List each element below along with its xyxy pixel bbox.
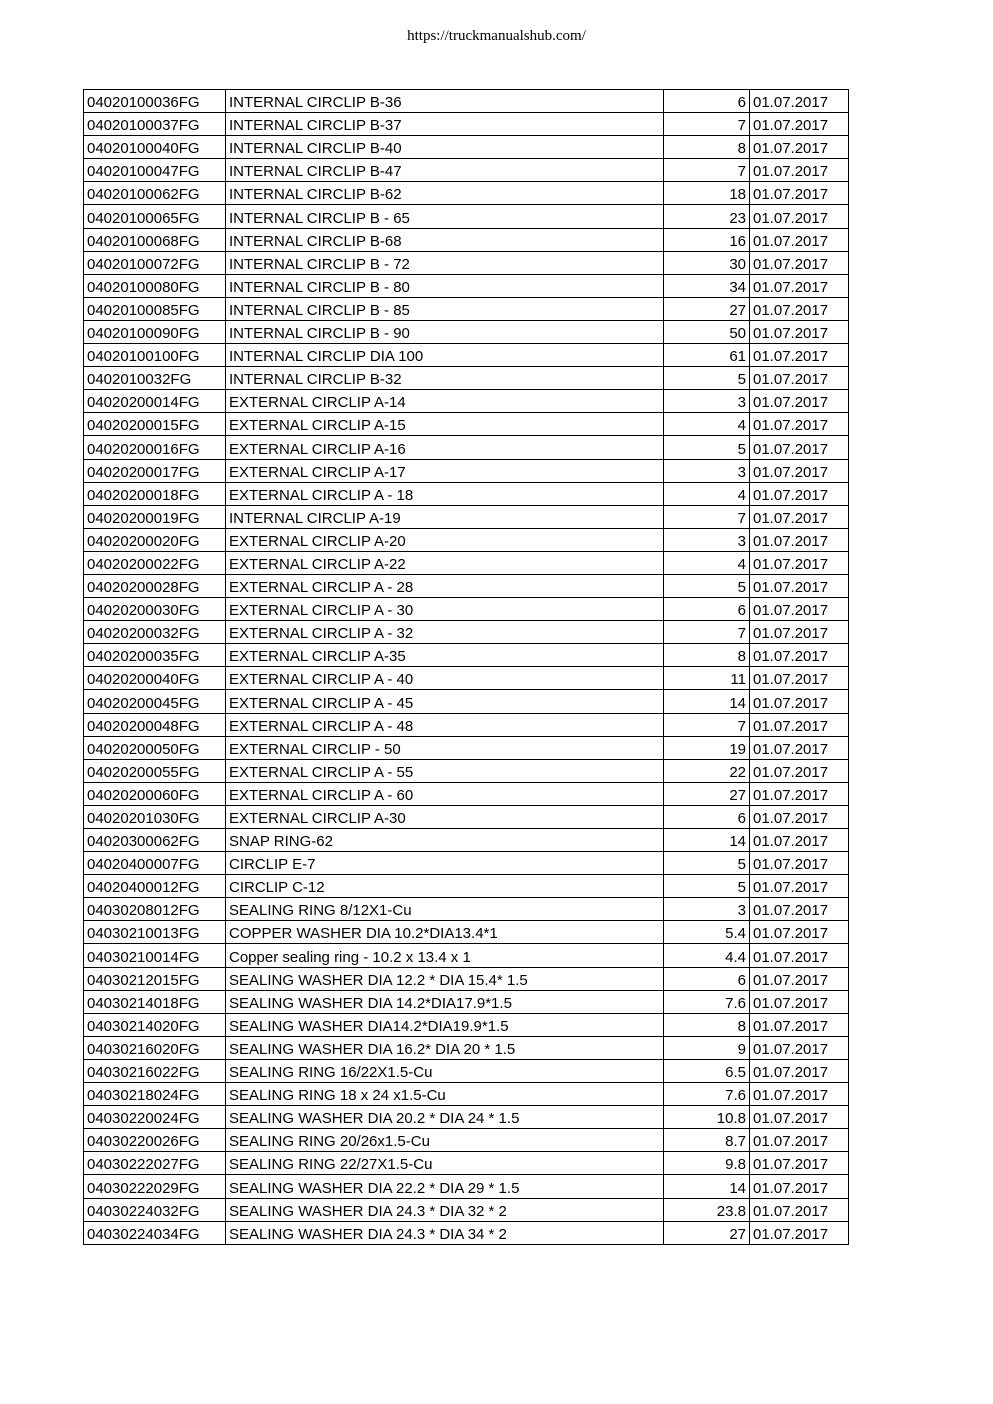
part-code-cell: 04020100036FG — [84, 90, 226, 113]
part-code-cell: 04030222027FG — [84, 1152, 226, 1175]
table-row — [84, 829, 849, 852]
date-cell: 01.07.2017 — [750, 875, 849, 898]
part-code-cell: 04030212015FG — [84, 967, 226, 990]
part-code-cell: 04020100062FG — [84, 182, 226, 205]
description-cell: SEALING WASHER DIA 24.3 * DIA 32 * 2 — [226, 1198, 664, 1221]
part-code-cell: 04020100085FG — [84, 297, 226, 320]
part-code-cell: 04020200055FG — [84, 759, 226, 782]
description-cell: INTERNAL CIRCLIP B - 72 — [226, 251, 664, 274]
date-cell: 01.07.2017 — [750, 551, 849, 574]
table-row — [84, 136, 849, 159]
table-row — [84, 1221, 849, 1244]
date-cell: 01.07.2017 — [750, 829, 849, 852]
part-code-cell: 04030208012FG — [84, 898, 226, 921]
table-row — [84, 852, 849, 875]
date-cell: 01.07.2017 — [750, 598, 849, 621]
part-code-cell: 04020200015FG — [84, 413, 226, 436]
table-row — [84, 297, 849, 320]
table-row — [84, 390, 849, 413]
table-row — [84, 598, 849, 621]
part-code-cell: 04030220026FG — [84, 1129, 226, 1152]
date-cell: 01.07.2017 — [750, 251, 849, 274]
description-cell: EXTERNAL CIRCLIP A - 32 — [226, 621, 664, 644]
part-code-cell: 0402010032FG — [84, 367, 226, 390]
description-cell: EXTERNAL CIRCLIP A - 60 — [226, 782, 664, 805]
part-code-cell: 04020200040FG — [84, 667, 226, 690]
description-cell: EXTERNAL CIRCLIP A-15 — [226, 413, 664, 436]
table-row — [84, 413, 849, 436]
table-row — [84, 875, 849, 898]
quantity-cell: 4 — [664, 482, 750, 505]
description-cell: CIRCLIP E-7 — [226, 852, 664, 875]
part-code-cell: 04020100065FG — [84, 205, 226, 228]
table-row — [84, 1106, 849, 1129]
date-cell: 01.07.2017 — [750, 274, 849, 297]
table-row — [84, 759, 849, 782]
table-row — [84, 621, 849, 644]
description-cell: EXTERNAL CIRCLIP A-14 — [226, 390, 664, 413]
description-cell: SEALING WASHER DIA 16.2* DIA 20 * 1.5 — [226, 1036, 664, 1059]
part-code-cell: 04020200014FG — [84, 390, 226, 413]
description-cell: SEALING WASHER DIA14.2*DIA19.9*1.5 — [226, 1013, 664, 1036]
date-cell: 01.07.2017 — [750, 1013, 849, 1036]
description-cell: INTERNAL CIRCLIP B-62 — [226, 182, 664, 205]
part-code-cell: 04020300062FG — [84, 829, 226, 852]
quantity-cell: 23.8 — [664, 1198, 750, 1221]
description-cell: SEALING WASHER DIA 22.2 * DIA 29 * 1.5 — [226, 1175, 664, 1198]
description-cell: SEALING WASHER DIA 20.2 * DIA 24 * 1.5 — [226, 1106, 664, 1129]
part-code-cell: 04020100037FG — [84, 113, 226, 136]
quantity-cell: 14 — [664, 1175, 750, 1198]
date-cell: 01.07.2017 — [750, 297, 849, 320]
table-row — [84, 505, 849, 528]
date-cell: 01.07.2017 — [750, 344, 849, 367]
table-row — [84, 667, 849, 690]
quantity-cell: 34 — [664, 274, 750, 297]
table-row — [84, 113, 849, 136]
description-cell: INTERNAL CIRCLIP B - 65 — [226, 205, 664, 228]
description-cell: EXTERNAL CIRCLIP A-20 — [226, 528, 664, 551]
table-row — [84, 159, 849, 182]
table-row — [84, 344, 849, 367]
quantity-cell: 4 — [664, 551, 750, 574]
description-cell: SEALING WASHER DIA 14.2*DIA17.9*1.5 — [226, 990, 664, 1013]
table-row — [84, 528, 849, 551]
description-cell: EXTERNAL CIRCLIP - 50 — [226, 736, 664, 759]
quantity-cell: 7 — [664, 505, 750, 528]
quantity-cell: 7.6 — [664, 990, 750, 1013]
description-cell: COPPER WASHER DIA 10.2*DIA13.4*1 — [226, 921, 664, 944]
table-row — [84, 274, 849, 297]
date-cell: 01.07.2017 — [750, 921, 849, 944]
date-cell: 01.07.2017 — [750, 898, 849, 921]
table-row — [84, 1059, 849, 1082]
parts-table — [83, 89, 849, 1245]
description-cell: EXTERNAL CIRCLIP A-30 — [226, 805, 664, 828]
date-cell: 01.07.2017 — [750, 505, 849, 528]
description-cell: SEALING RING 18 x 24 x1.5-Cu — [226, 1083, 664, 1106]
description-cell: SNAP RING-62 — [226, 829, 664, 852]
description-cell: INTERNAL CIRCLIP B - 80 — [226, 274, 664, 297]
date-cell: 01.07.2017 — [750, 436, 849, 459]
table-row — [84, 1013, 849, 1036]
date-cell: 01.07.2017 — [750, 574, 849, 597]
table-row — [84, 990, 849, 1013]
part-code-cell: 04030216020FG — [84, 1036, 226, 1059]
table-row — [84, 205, 849, 228]
part-code-cell: 04020200035FG — [84, 644, 226, 667]
part-code-cell: 04020100080FG — [84, 274, 226, 297]
quantity-cell: 5 — [664, 574, 750, 597]
part-code-cell: 04030216022FG — [84, 1059, 226, 1082]
table-row — [84, 967, 849, 990]
date-cell: 01.07.2017 — [750, 967, 849, 990]
quantity-cell: 14 — [664, 829, 750, 852]
description-cell: EXTERNAL CIRCLIP A-35 — [226, 644, 664, 667]
date-cell: 01.07.2017 — [750, 113, 849, 136]
part-code-cell: 04020400012FG — [84, 875, 226, 898]
description-cell: SEALING WASHER DIA 24.3 * DIA 34 * 2 — [226, 1221, 664, 1244]
part-code-cell: 04020200030FG — [84, 598, 226, 621]
description-cell: INTERNAL CIRCLIP B-37 — [226, 113, 664, 136]
quantity-cell: 6.5 — [664, 1059, 750, 1082]
date-cell: 01.07.2017 — [750, 413, 849, 436]
date-cell: 01.07.2017 — [750, 1221, 849, 1244]
table-row — [84, 944, 849, 967]
date-cell: 01.07.2017 — [750, 320, 849, 343]
table-row — [84, 320, 849, 343]
part-code-cell: 04020200048FG — [84, 713, 226, 736]
description-cell: EXTERNAL CIRCLIP A-16 — [226, 436, 664, 459]
description-cell: EXTERNAL CIRCLIP A - 55 — [226, 759, 664, 782]
quantity-cell: 3 — [664, 528, 750, 551]
description-cell: SEALING RING 8/12X1-Cu — [226, 898, 664, 921]
table-row — [84, 690, 849, 713]
table-row — [84, 1175, 849, 1198]
description-cell: EXTERNAL CIRCLIP A - 28 — [226, 574, 664, 597]
description-cell: INTERNAL CIRCLIP B - 90 — [226, 320, 664, 343]
quantity-cell: 7.6 — [664, 1083, 750, 1106]
quantity-cell: 5.4 — [664, 921, 750, 944]
quantity-cell: 50 — [664, 320, 750, 343]
table-row — [84, 782, 849, 805]
description-cell: EXTERNAL CIRCLIP A - 30 — [226, 598, 664, 621]
part-code-cell: 04020200020FG — [84, 528, 226, 551]
description-cell: EXTERNAL CIRCLIP A-22 — [226, 551, 664, 574]
description-cell: INTERNAL CIRCLIP A-19 — [226, 505, 664, 528]
quantity-cell: 8.7 — [664, 1129, 750, 1152]
date-cell: 01.07.2017 — [750, 621, 849, 644]
table-row — [84, 1198, 849, 1221]
date-cell: 01.07.2017 — [750, 667, 849, 690]
quantity-cell: 7 — [664, 159, 750, 182]
table-row — [84, 736, 849, 759]
part-code-cell: 04020200019FG — [84, 505, 226, 528]
description-cell: SEALING RING 20/26x1.5-Cu — [226, 1129, 664, 1152]
quantity-cell: 22 — [664, 759, 750, 782]
date-cell: 01.07.2017 — [750, 805, 849, 828]
quantity-cell: 30 — [664, 251, 750, 274]
quantity-cell: 61 — [664, 344, 750, 367]
part-code-cell: 04030210013FG — [84, 921, 226, 944]
part-code-cell: 04020200032FG — [84, 621, 226, 644]
quantity-cell: 6 — [664, 967, 750, 990]
date-cell: 01.07.2017 — [750, 367, 849, 390]
part-code-cell: 04020200017FG — [84, 459, 226, 482]
quantity-cell: 8 — [664, 136, 750, 159]
quantity-cell: 9.8 — [664, 1152, 750, 1175]
description-cell: INTERNAL CIRCLIP B-47 — [226, 159, 664, 182]
part-code-cell: 04030220024FG — [84, 1106, 226, 1129]
table-row — [84, 367, 849, 390]
part-code-cell: 04020100072FG — [84, 251, 226, 274]
date-cell: 01.07.2017 — [750, 205, 849, 228]
part-code-cell: 04030224034FG — [84, 1221, 226, 1244]
date-cell: 01.07.2017 — [750, 1129, 849, 1152]
table-row — [84, 921, 849, 944]
date-cell: 01.07.2017 — [750, 1059, 849, 1082]
part-code-cell: 04020100068FG — [84, 228, 226, 251]
quantity-cell: 14 — [664, 690, 750, 713]
date-cell: 01.07.2017 — [750, 713, 849, 736]
table-row — [84, 182, 849, 205]
quantity-cell: 6 — [664, 90, 750, 113]
table-row — [84, 1129, 849, 1152]
part-code-cell: 04020200016FG — [84, 436, 226, 459]
quantity-cell: 27 — [664, 297, 750, 320]
part-code-cell: 04020100040FG — [84, 136, 226, 159]
date-cell: 01.07.2017 — [750, 782, 849, 805]
part-code-cell: 04020100090FG — [84, 320, 226, 343]
quantity-cell: 4.4 — [664, 944, 750, 967]
date-cell: 01.07.2017 — [750, 136, 849, 159]
quantity-cell: 5 — [664, 367, 750, 390]
description-cell: INTERNAL CIRCLIP B-32 — [226, 367, 664, 390]
description-cell: EXTERNAL CIRCLIP A - 40 — [226, 667, 664, 690]
date-cell: 01.07.2017 — [750, 990, 849, 1013]
quantity-cell: 6 — [664, 598, 750, 621]
quantity-cell: 6 — [664, 805, 750, 828]
date-cell: 01.07.2017 — [750, 1036, 849, 1059]
date-cell: 01.07.2017 — [750, 690, 849, 713]
part-code-cell: 04020100100FG — [84, 344, 226, 367]
date-cell: 01.07.2017 — [750, 1175, 849, 1198]
date-cell: 01.07.2017 — [750, 736, 849, 759]
description-cell: SEALING WASHER DIA 12.2 * DIA 15.4* 1.5 — [226, 967, 664, 990]
table-row — [84, 436, 849, 459]
part-code-cell: 04020200022FG — [84, 551, 226, 574]
table-row — [84, 805, 849, 828]
date-cell: 01.07.2017 — [750, 528, 849, 551]
part-code-cell: 04020100047FG — [84, 159, 226, 182]
table-row — [84, 1152, 849, 1175]
parts-table-body — [84, 90, 849, 1245]
part-code-cell: 04030218024FG — [84, 1083, 226, 1106]
part-code-cell: 04020200018FG — [84, 482, 226, 505]
table-row — [84, 251, 849, 274]
description-cell: EXTERNAL CIRCLIP A - 18 — [226, 482, 664, 505]
quantity-cell: 23 — [664, 205, 750, 228]
date-cell: 01.07.2017 — [750, 944, 849, 967]
header-url[interactable]: https://truckmanualshub.com/ — [407, 28, 586, 44]
description-cell: INTERNAL CIRCLIP DIA 100 — [226, 344, 664, 367]
description-cell: EXTERNAL CIRCLIP A-17 — [226, 459, 664, 482]
part-code-cell: 04020200060FG — [84, 782, 226, 805]
part-code-cell: 04020200050FG — [84, 736, 226, 759]
date-cell: 01.07.2017 — [750, 644, 849, 667]
table-row — [84, 228, 849, 251]
table-row — [84, 90, 849, 113]
description-cell: INTERNAL CIRCLIP B-36 — [226, 90, 664, 113]
quantity-cell: 27 — [664, 782, 750, 805]
date-cell: 01.07.2017 — [750, 759, 849, 782]
date-cell: 01.07.2017 — [750, 90, 849, 113]
part-code-cell: 04030222029FG — [84, 1175, 226, 1198]
date-cell: 01.07.2017 — [750, 182, 849, 205]
table-row — [84, 713, 849, 736]
quantity-cell: 19 — [664, 736, 750, 759]
date-cell: 01.07.2017 — [750, 159, 849, 182]
quantity-cell: 11 — [664, 667, 750, 690]
quantity-cell: 3 — [664, 390, 750, 413]
quantity-cell: 27 — [664, 1221, 750, 1244]
table-row — [84, 898, 849, 921]
description-cell: INTERNAL CIRCLIP B-40 — [226, 136, 664, 159]
table-row — [84, 1036, 849, 1059]
date-cell: 01.07.2017 — [750, 228, 849, 251]
quantity-cell: 5 — [664, 436, 750, 459]
description-cell: CIRCLIP C-12 — [226, 875, 664, 898]
quantity-cell: 8 — [664, 644, 750, 667]
description-cell: EXTERNAL CIRCLIP A - 48 — [226, 713, 664, 736]
description-cell: Copper sealing ring - 10.2 x 13.4 x 1 — [226, 944, 664, 967]
date-cell: 01.07.2017 — [750, 1198, 849, 1221]
quantity-cell: 18 — [664, 182, 750, 205]
part-code-cell: 04020201030FG — [84, 805, 226, 828]
quantity-cell: 5 — [664, 875, 750, 898]
date-cell: 01.07.2017 — [750, 459, 849, 482]
date-cell: 01.07.2017 — [750, 852, 849, 875]
part-code-cell: 04020200045FG — [84, 690, 226, 713]
date-cell: 01.07.2017 — [750, 1083, 849, 1106]
quantity-cell: 4 — [664, 413, 750, 436]
part-code-cell: 04030224032FG — [84, 1198, 226, 1221]
part-code-cell: 04020200028FG — [84, 574, 226, 597]
part-code-cell: 04030214020FG — [84, 1013, 226, 1036]
table-row — [84, 1083, 849, 1106]
date-cell: 01.07.2017 — [750, 1106, 849, 1129]
quantity-cell: 7 — [664, 621, 750, 644]
date-cell: 01.07.2017 — [750, 390, 849, 413]
description-cell: EXTERNAL CIRCLIP A - 45 — [226, 690, 664, 713]
table-row — [84, 459, 849, 482]
part-code-cell: 04020400007FG — [84, 852, 226, 875]
quantity-cell: 9 — [664, 1036, 750, 1059]
part-code-cell: 04030214018FG — [84, 990, 226, 1013]
description-cell: SEALING RING 16/22X1.5-Cu — [226, 1059, 664, 1082]
quantity-cell: 8 — [664, 1013, 750, 1036]
description-cell: SEALING RING 22/27X1.5-Cu — [226, 1152, 664, 1175]
table-row — [84, 482, 849, 505]
quantity-cell: 7 — [664, 113, 750, 136]
part-code-cell: 04030210014FG — [84, 944, 226, 967]
table-row — [84, 551, 849, 574]
quantity-cell: 3 — [664, 459, 750, 482]
quantity-cell: 7 — [664, 713, 750, 736]
table-row — [84, 644, 849, 667]
quantity-cell: 10.8 — [664, 1106, 750, 1129]
date-cell: 01.07.2017 — [750, 482, 849, 505]
quantity-cell: 5 — [664, 852, 750, 875]
description-cell: INTERNAL CIRCLIP B-68 — [226, 228, 664, 251]
table-row — [84, 574, 849, 597]
quantity-cell: 16 — [664, 228, 750, 251]
quantity-cell: 3 — [664, 898, 750, 921]
date-cell: 01.07.2017 — [750, 1152, 849, 1175]
description-cell: INTERNAL CIRCLIP B - 85 — [226, 297, 664, 320]
